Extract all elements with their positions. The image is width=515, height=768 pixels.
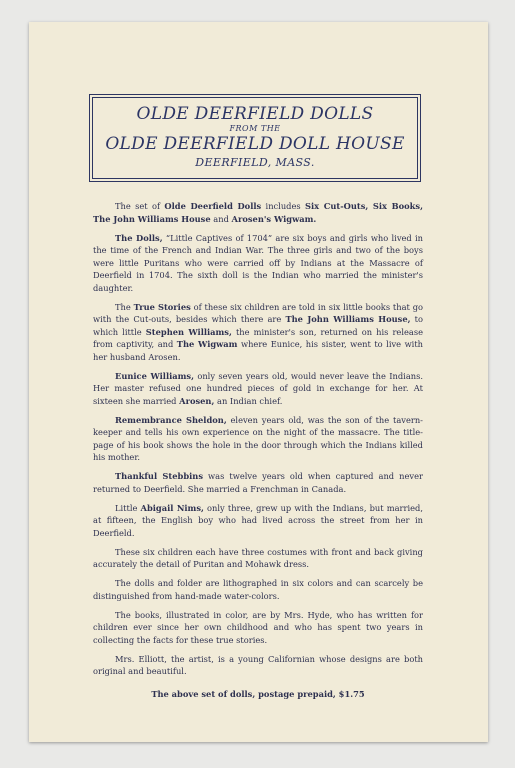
paragraph: The set of Olde Deerfield Dolls includes Six Cut-Outs, Six Books, The John Williams House and Arosen's Wigwam. xyxy=(93,201,423,224)
paragraph: Eunice Williams, only seven years old, would never leave the Indians. Her master refused one hundred pieces of gold in exchange for her. At sixteen she married Arosen, an Indian chief. xyxy=(93,370,424,406)
title-box xyxy=(89,94,421,182)
paragraph: Little Abigail Nims, only three, grew up with the Indians, but married, at fifteen, the English boy who had lived across the street from her in Deerfield. xyxy=(93,502,423,538)
paragraph: Thankful Stebbins was twelve years old when captured and never returned to Deerfield. She married a Frenchman in Canada. xyxy=(93,471,423,494)
document-sheet xyxy=(29,22,488,742)
title-line: OLDE DEERFIELD DOLLS xyxy=(136,104,374,124)
paragraph: These six children each have three costumes with front and back giving accurately the detail of Puritan and Mohawk dress. xyxy=(93,546,423,569)
price-line: The above set of dolls, postage prepaid, $1.75 xyxy=(151,688,365,699)
title-box-inner xyxy=(92,97,418,179)
paragraph: Remembrance Sheldon, eleven years old, was the son of the tavern-keeper and tells his own experience on the night of the massacre. The title-page of his book shows the hole in the door through which the Indians killed his mother. xyxy=(93,414,423,462)
paragraph: The books, illustrated in color, are by Mrs. Hyde, who has written for children ever since her own childhood and who has spent two years in collecting the facts for these true stories. xyxy=(93,609,423,645)
paragraph: The dolls and folder are lithographed in six colors and can scarcely be distinguished from hand-made water-colors. xyxy=(93,578,423,601)
title-line: OLDE DEERFIELD DOLL HOUSE xyxy=(105,134,405,154)
location-line: DEERFIELD, MASS. xyxy=(195,156,315,169)
paragraph: The True Stories of these six children are told in six little books that go with the Cut-outs, besides which there are The John Williams House, to which little Stephen Williams, the minister's son, returned on his release from captivity, and The Wigwam where Eunice, his sister, went to live with her husband Arosen. xyxy=(93,301,424,362)
subtitle-line: FROM THE xyxy=(229,124,281,133)
paragraph: Mrs. Elliott, the artist, is a young Californian whose designs are both original and beautiful. xyxy=(93,653,423,676)
body-text xyxy=(93,200,423,707)
paragraph: The Dolls, “Little Captives of 1704” are six boys and girls who lived in the time of the French and Indian War. The three girls and two of the boys were little Puritans who were carried off by Indians at the Massacre of Deerfield in 1704. The sixth doll is the Indian who married the minister's daughter. xyxy=(93,232,423,293)
